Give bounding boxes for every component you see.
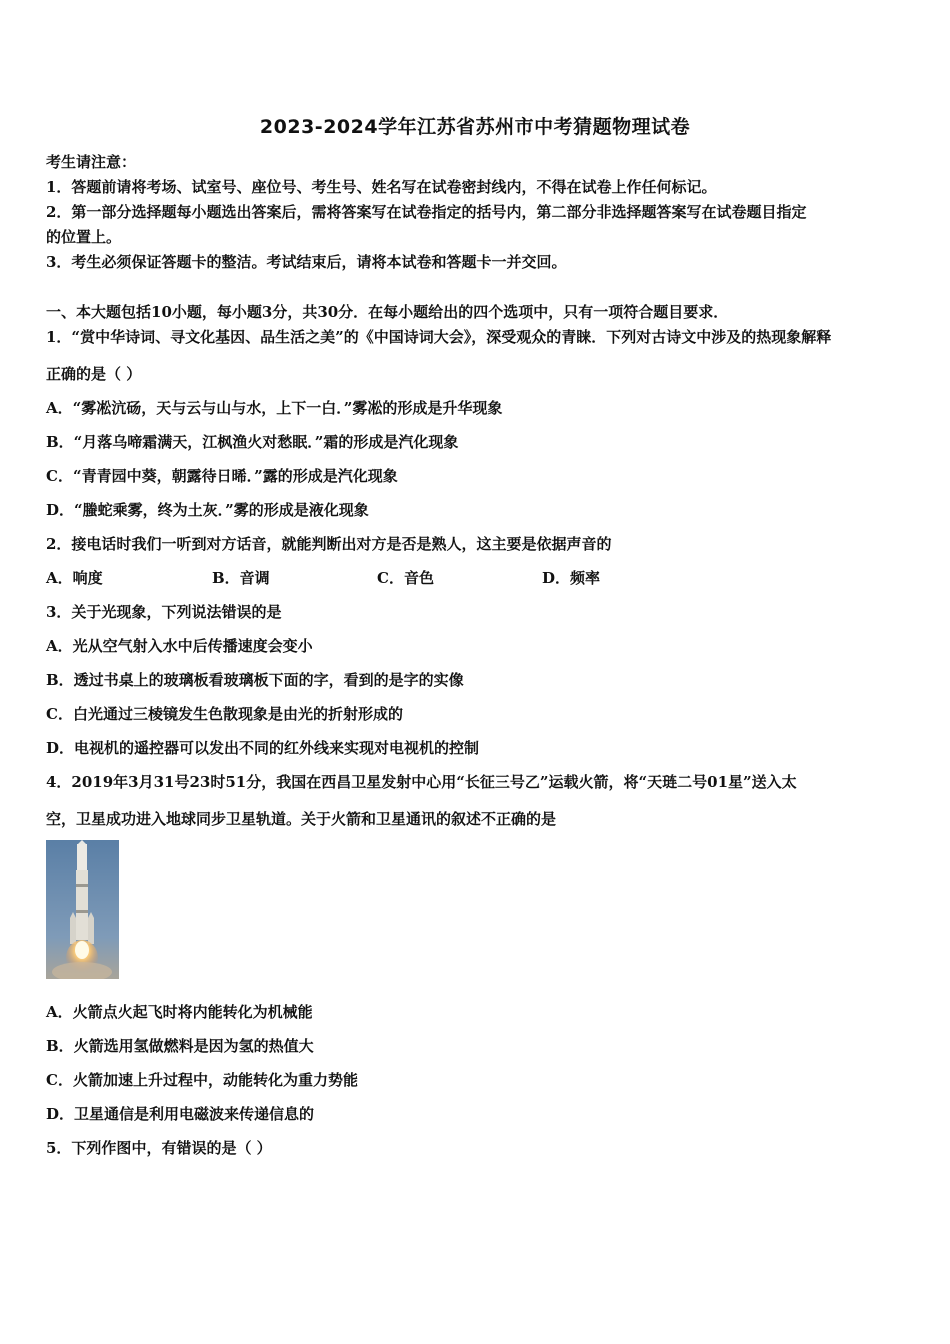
q3-option-c: C．白光通过三棱镜发生色散现象是由光的折射形成的 bbox=[46, 705, 403, 723]
q2-option-c: C．音色 bbox=[377, 569, 434, 587]
notice-item-1: 1．答题前请将考场、试室号、座位号、考生号、姓名写在试卷密封线内，不得在试卷上作任何标记。 bbox=[46, 178, 717, 196]
q5-stem: 5．下列作图中，有错误的是（ ） bbox=[46, 1139, 272, 1157]
q1-option-c: C．“青青园中葵，朝露待日晞．”露的形成是汽化现象 bbox=[46, 467, 398, 485]
q2-option-b: B．音调 bbox=[212, 569, 270, 587]
q4-stem-line1: 4．2019年3月31号23时51分，我国在西昌卫星发射中心用“长征三号乙”运载火箭，将“天琏二号01星”送入太 bbox=[46, 773, 797, 791]
notice-item-2-cont: 的位置上。 bbox=[46, 228, 122, 246]
q1-option-d: D．“螣蛇乘雾，终为土灰．”雾的形成是液化现象 bbox=[46, 501, 369, 519]
q2-stem: 2．接电话时我们一听到对方话音，就能判断出对方是否是熟人，这主要是依据声音的 bbox=[46, 535, 612, 553]
notice-item-2: 2．第一部分选择题每小题选出答案后，需将答案写在试卷指定的括号内，第二部分非选择题答案写在试卷题目指定 bbox=[46, 203, 807, 221]
page-title: 2023-2024学年江苏省苏州市中考猜题物理试卷 bbox=[259, 116, 691, 138]
q4-option-d: D．卫星通信是利用电磁波来传递信息的 bbox=[46, 1105, 315, 1123]
notice-item-3: 3．考生必须保证答题卡的整洁。考试结束后，请将本试卷和答题卡一并交回。 bbox=[46, 253, 567, 271]
q3-option-b: B．透过书桌上的玻璃板看玻璃板下面的字，看到的是字的实像 bbox=[46, 671, 464, 689]
q4-option-b: B．火箭选用氢做燃料是因为氢的热值大 bbox=[46, 1037, 314, 1055]
section-heading: 一、本大题包括10小题，每小题3分，共30分．在每小题给出的四个选项中，只有一项符合题目要求． bbox=[46, 303, 729, 321]
q3-option-d: D．电视机的遥控器可以发出不同的红外线来实现对电视机的控制 bbox=[46, 739, 480, 757]
q1-option-a: A．“雾凇沆砀，天与云与山与水，上下一白．”雾凇的形成是升华现象 bbox=[46, 399, 503, 417]
q1-stem-line2: 正确的是（ ） bbox=[46, 365, 142, 383]
q1-option-b: B．“月落乌啼霜满天，江枫渔火对愁眠．”霜的形成是汽化现象 bbox=[46, 433, 459, 451]
q2-option-a: A．响度 bbox=[46, 569, 103, 587]
q4-stem-line2: 空，卫星成功进入地球同步卫星轨道。关于火箭和卫星通讯的叙述不正确的是 bbox=[46, 810, 557, 828]
q3-stem: 3．关于光现象，下列说法错误的是 bbox=[46, 603, 282, 621]
q3-option-a: A．光从空气射入水中后传播速度会变小 bbox=[46, 637, 313, 655]
rocket-launch-image bbox=[46, 840, 119, 979]
q4-option-a: A．火箭点火起飞时将内能转化为机械能 bbox=[46, 1003, 313, 1021]
q2-option-d: D．频率 bbox=[542, 569, 601, 587]
notice-heading: 考生请注意： bbox=[46, 153, 137, 171]
q4-option-c: C．火箭加速上升过程中，动能转化为重力势能 bbox=[46, 1071, 358, 1089]
q1-stem-line1: 1．“赏中华诗词、寻文化基因、品生活之美”的《中国诗词大会》，深受观众的青睐．下列对古诗文中涉及的热现象解释 bbox=[46, 328, 832, 346]
